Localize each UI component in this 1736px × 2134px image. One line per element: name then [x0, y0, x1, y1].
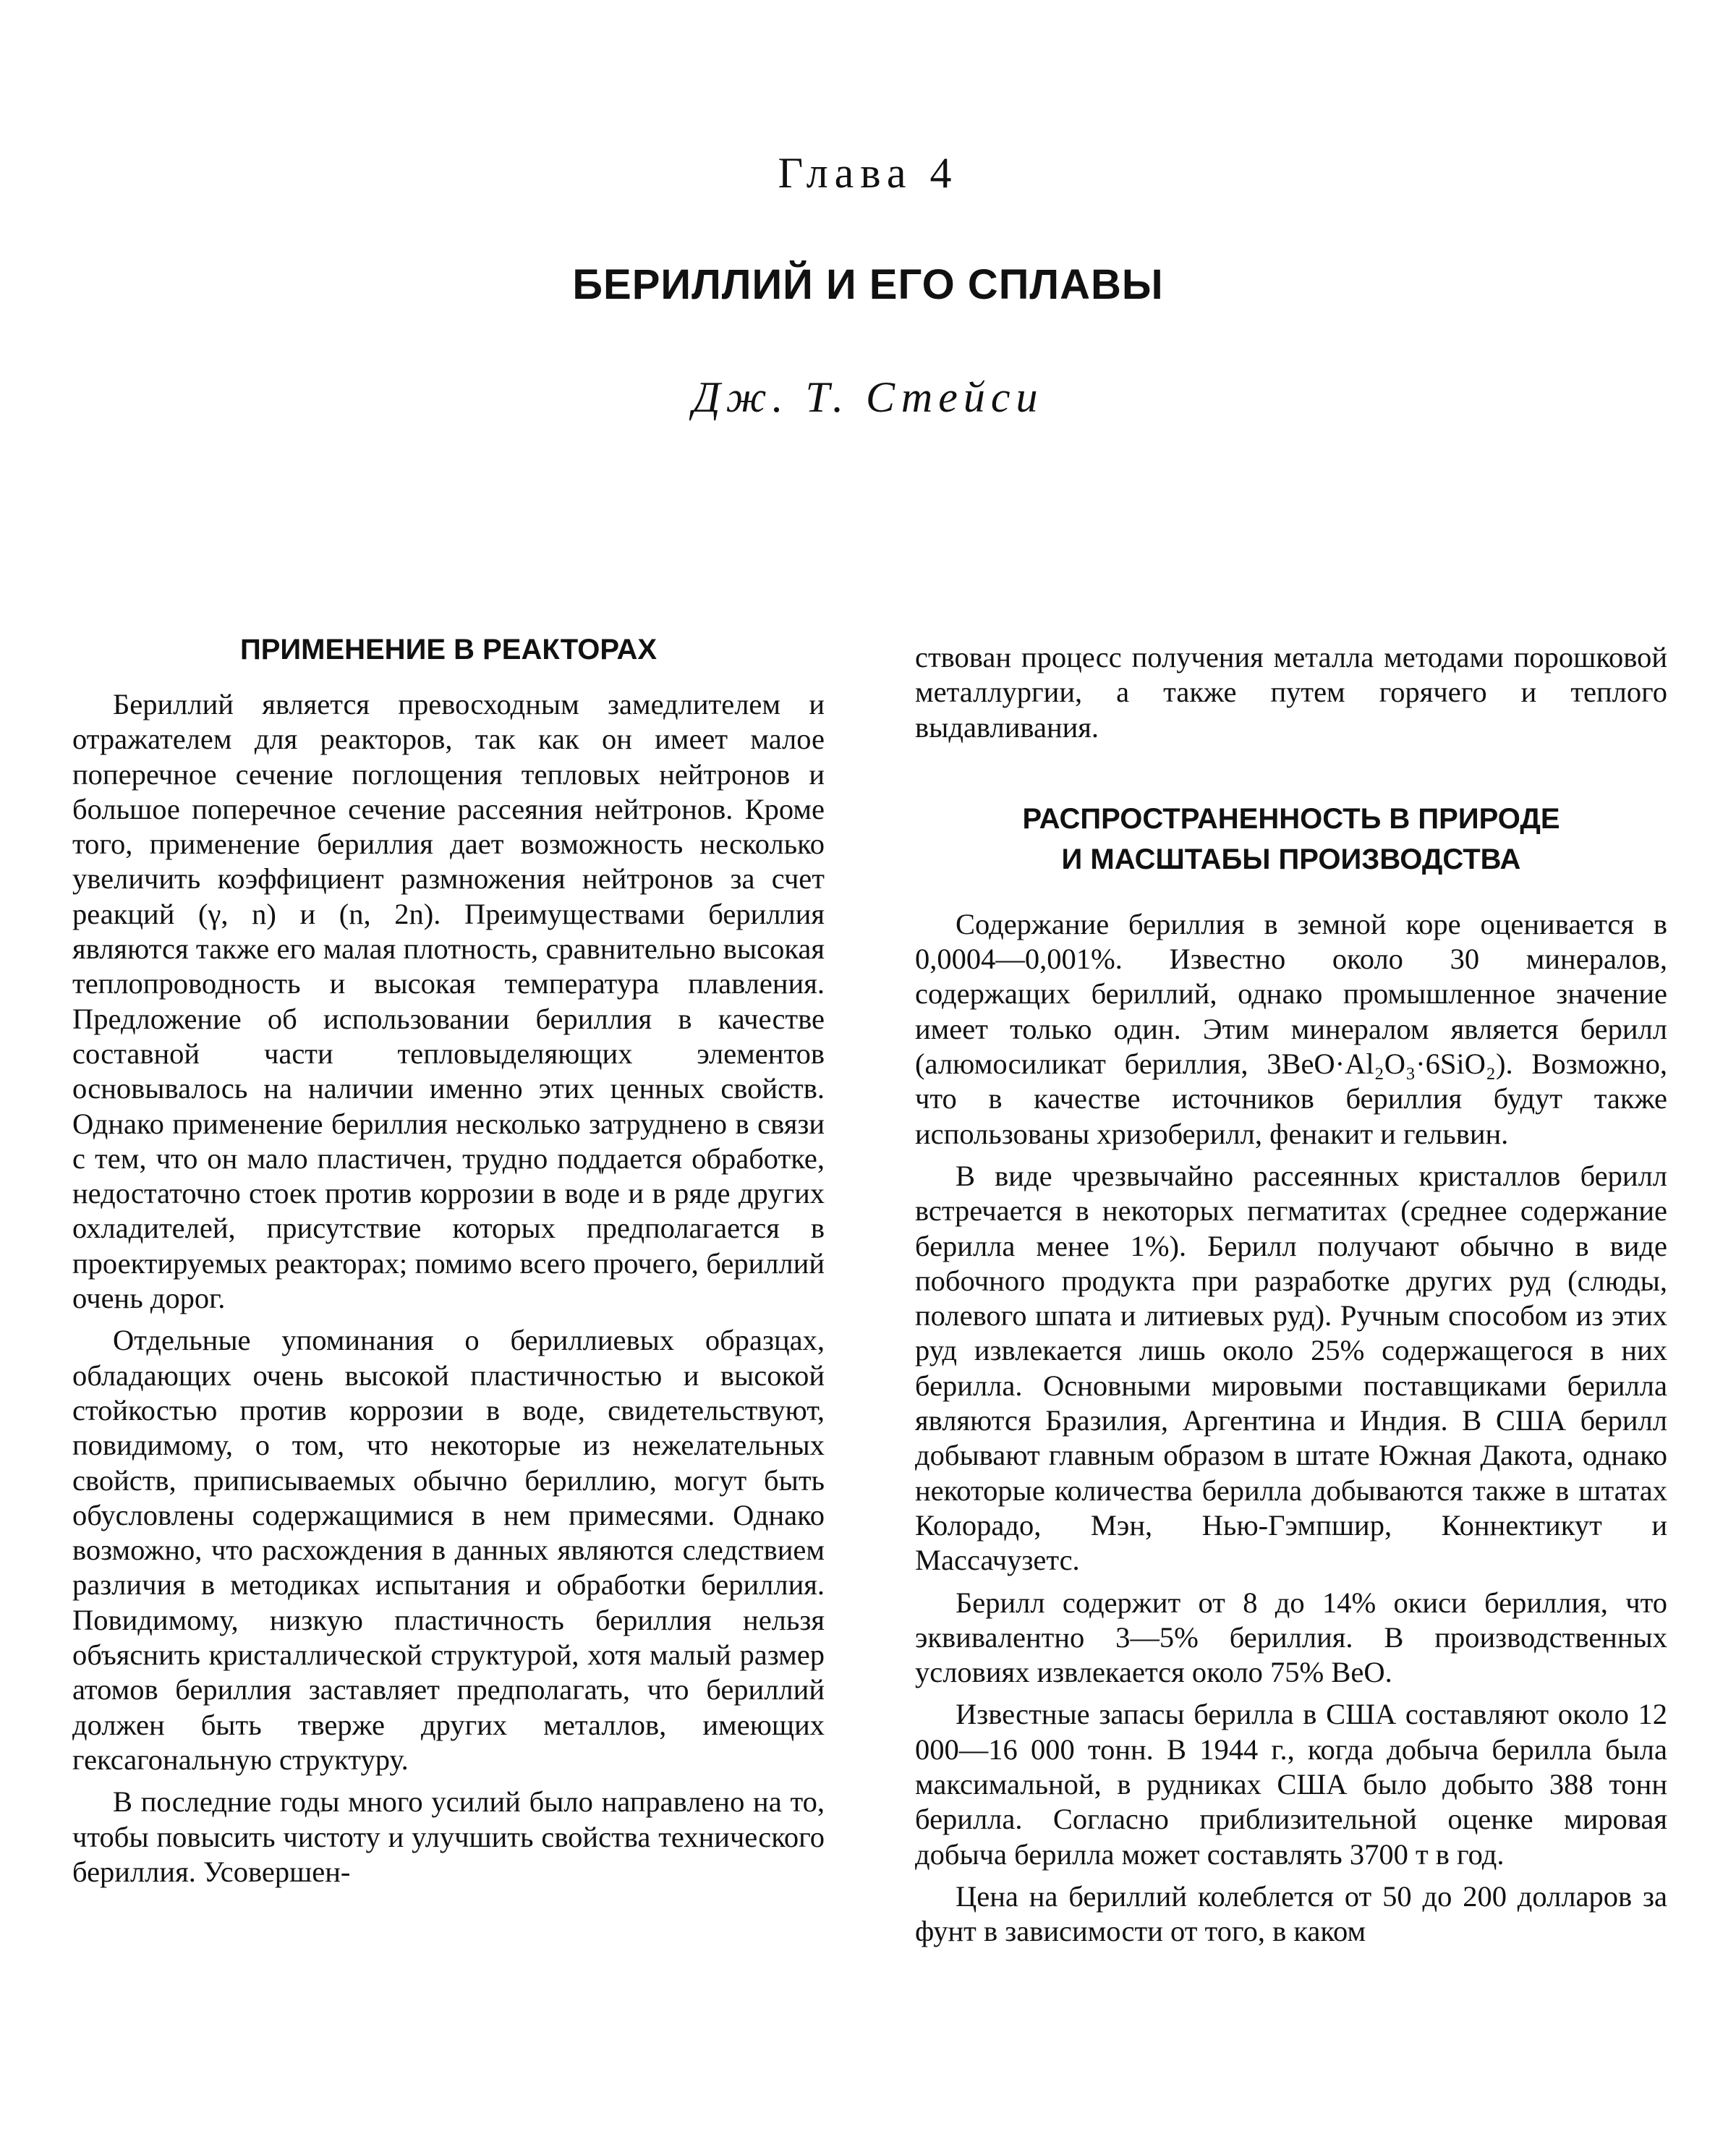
- paragraph-reactor-use: Бериллий является превосходным замедлителем и отражателем для реакторов, так как он имеет малое поперечное сечение поглощения тепловых нейтронов и большое поперечное сечение рассеяния нейтронов. Кроме того, применение бериллия дает возможность несколько увеличить коэффициент размножения нейтронов за счет реакций (γ, n) и (n, 2n). Преимуществами бериллия являются также его малая плотность, сравнительно высокая теплопроводность и высокая температура плавления. Предложение об использовании бериллия в качестве составной части тепловыделяющих элементов основывалось на наличии именно этих ценных свойств. Однако применение бериллия несколько затруднено в связи с тем, что он мало пластичен, трудно поддается обработке, недостаточно стоек против коррозии в воде и в ряде других охладителей, присутствие которых предполагается в проектируемых реакторах; помимо всего прочего, бериллий очень дорог.: [72, 688, 825, 1315]
- paragraph-beo-content: Берилл содержит от 8 до 14% окиси бериллия, что эквивалентно 3—5% бериллия. В производственных условиях извлекается около 75% BeO.: [915, 1586, 1667, 1689]
- section-heading-line-1: РАСПРОСТРАНЕННОСТЬ В ПРИРОДЕ: [1022, 802, 1560, 835]
- section-heading-reactors: ПРИМЕНЕНИЕ В РЕАКТОРАХ: [239, 634, 658, 666]
- paragraph-price: Цена на бериллий колеблется от 50 до 200 долларов за фунт в зависимости от того, в каком: [915, 1879, 1667, 1948]
- paragraph-continuation: ствован процесс получения металла методами порошковой металлургии, а также путем горячего и теплого выдавливания.: [915, 641, 1667, 744]
- left-column: [72, 629, 825, 1889]
- paragraph-pegmatites: В виде чрезвычайно рассеянных кристаллов берилл встречается в некоторых пегматитах (среднее содержание берилла менее 1%). Берилл получают обычно в виде побочного продукта при разработке других руд (слюды, полевого шпата и литиевых руд). Ручным способом из этих руд извлекается лишь около 25% содержащегося в них берилла. Основными мировыми поставщиками берилла являются Бразилия, Аргентина и Индия. В США берилл добывают главным образом в штате Южная Дакота, однако некоторые количества берилла добываются также в штатах Колорадо, Мэн, Нью-Гэмпшир, Коннектикут и Массачузетс.: [915, 1159, 1667, 1577]
- paragraph-crust-content: Содержание бериллия в земной коре оценивается в 0,0004—0,001%. Известно около 30 минералов, содержащих бериллий, однако промышленное значение имеет только один. Этим минералом является берилл (алюмосиликат бериллия, 3BeO·Al₂O₃·6SiO₂). Возможно, что в качестве источников бериллия будут также использованы хризоберилл, фенакит и гельвин.: [915, 907, 1667, 1150]
- section-heading-line-2: И МАСШТАБЫ ПРОИЗВОДСТВА: [1061, 843, 1521, 875]
- chapter-label: Глава 4: [778, 149, 958, 197]
- paragraph-recent-years: В последние годы много усилий было направлено на то, чтобы повысить чистоту и улучшить свойства технического бериллия. Усовершен-: [72, 1785, 825, 1888]
- paragraph-reserves: Известные запасы берилла в США составляют около 12 000—16 000 тонн. В 1944 г., когда добыча берилла была максимальной, в рудниках США было добыто 388 тонн берилла. Согласно приблизительной оценке мировая добыча берилла может составлять 3700 т в год.: [915, 1698, 1667, 1871]
- paragraph-plasticity: Отдельные упоминания о бериллиевых образцах, обладающих очень высокой пластичностью и высокой стойкостью против коррозии в воде, свидетельствуют, повидимому, о том, что некоторые из нежелательных свойств, приписываемых обычно бериллию, могут быть обусловлены содержащимися в нем примесями. Однако возможно, что расхождения в данных являются следствием различия в методиках испытания и обработки бериллия. Повидимому, низкую пластичность бериллия нельзя объяснить кристаллической структурой, хотя малый размер атомов бериллия заставляет предполагать, что бериллий должен быть тверже других металлов, имеющих гексагональную структуру.: [72, 1324, 825, 1776]
- chapter-title: БЕРИЛЛИЙ И ЕГО СПЛАВЫ: [572, 261, 1164, 308]
- right-column: [915, 640, 1667, 1950]
- chapter-author: Дж. Т. Стейси: [692, 373, 1044, 421]
- section-heading-occurrence: [915, 799, 1667, 880]
